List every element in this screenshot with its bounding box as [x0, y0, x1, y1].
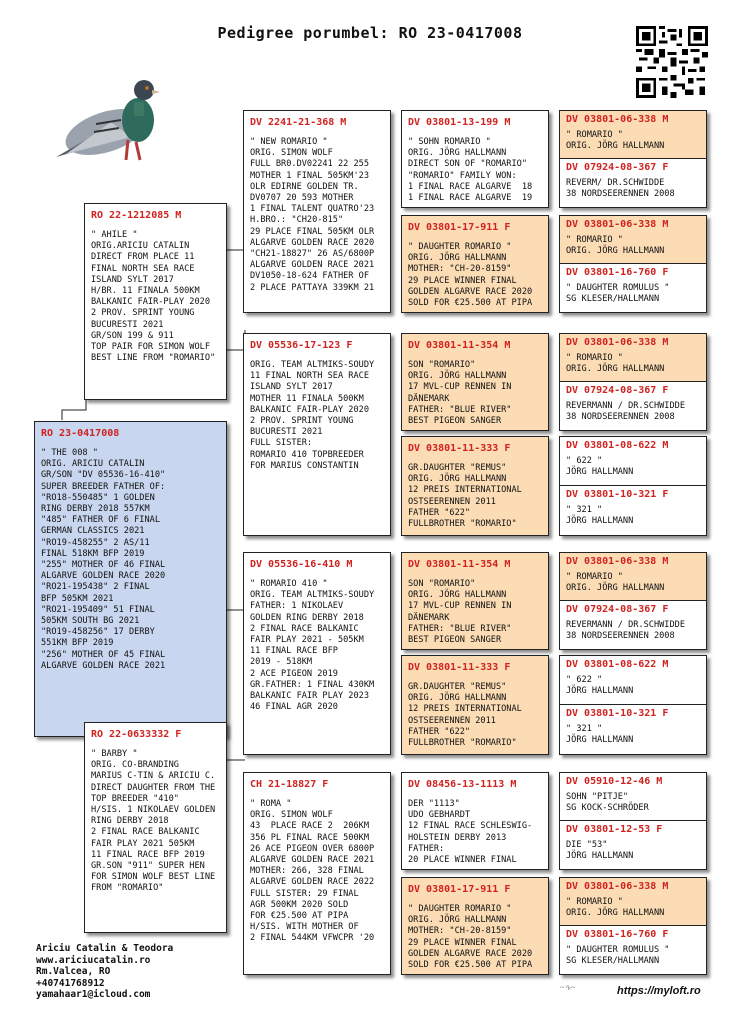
ancestor-cell: [560, 264, 706, 312]
ancestor-details: " ROMARIO " ORIG. JÖRG HALLMANN: [566, 235, 665, 257]
great-grandparent-ring-number: DV 03801-11-333 F: [408, 443, 511, 454]
ancestor-ring-number: DV 03801-12-53 F: [566, 824, 663, 835]
ancestor-ring-number: DV 03801-06-338 M: [566, 337, 669, 348]
ancestor-ring-number: DV 03801-10-321 F: [566, 489, 669, 500]
ancestor-details: " ROMARIO " ORIG. JÖRG HALLMANN: [566, 572, 665, 594]
great-grandparent-details: " SOHN ROMARIO " ORIG. JÖRG HALLMANN DIRECT SON OF "ROMARIO" "ROMARIO" FAMILY WON: 1 FINAL RACE ALGARVE 18 1 FINAL RACE ALGARVE 19: [408, 137, 533, 204]
ancestor-ring-number: DV 03801-16-760 F: [566, 267, 669, 278]
ancestor-ring-number: DV 03801-06-338 M: [566, 881, 669, 892]
ancestor-cell: [560, 656, 706, 705]
great-grandparent-box: [401, 436, 549, 536]
great-grandparent-details: " DAUGHTER ROMARIO " ORIG. JÖRG HALLMANN MOTHER: "CH-20-8159" 29 PLACE WINNER FINAL GOLDEN ALGARVE RACE 2020 SOLD FOR €25.500 AT PIPA: [408, 904, 533, 971]
great-grandparent-box: [401, 110, 549, 208]
great-grandparent-ring-number: DV 03801-17-911 F: [408, 884, 511, 895]
ancestor-details: " DAUGHTER ROMULUS " SG KLESER/HALLMANN: [566, 283, 670, 305]
breeder-phone: +40741768912: [36, 977, 105, 989]
great-grandparent-details: GR.DAUGHTER "REMUS" ORIG. JÖRG HALLMANN 12 PREIS INTERNATIONAL OSTSEERENNEN 2011 FATHER "622" FULLBROTHER "ROMARIO": [408, 463, 522, 530]
ancestor-ring-number: DV 03801-10-321 F: [566, 708, 669, 719]
ancestor-cell: [560, 773, 706, 821]
ancestor-pair-box: [559, 655, 707, 755]
ancestor-cell: [560, 159, 706, 207]
ancestor-cell: [560, 486, 706, 535]
ancestor-ring-number: DV 03801-08-622 M: [566, 440, 669, 451]
ancestor-cell: [560, 382, 706, 430]
great-grandparent-box: [401, 333, 549, 431]
grandparent-details: " ROMARIO 410 " ORIG. TEAM ALTMIKS-SOUDY FATHER: 1 NIKOLAEV GOLDEN RING DERBY 2018 2 FINAL RACE BALKANIC FAIR PLAY 2021 - 505KM 11 FINAL RACE BFP 2019 - 518KM 2 ACE PIGEON 2019 GR.FATHER: 1 FINAL 430KM BALKANIC FAIR PLAY 2023 46 FINAL AGR 2020: [250, 579, 375, 713]
ancestor-pair-box: [559, 333, 707, 431]
subject-details: " THE 008 " ORIG. ARICIU CATALIN GR/SON "DV 05536-16-410" SUPER BREEDER FATHER OF: "RO18-550485" 1 GOLDEN RING DERBY 2018 557KM "485" FATHER OF 6 FINAL GERMAN CLASSICS 2021 "RO19-458255" 2 AS/11 FINAL 518KM BFP 2019 "255" MOTHER OF 46 FINAL ALGARVE GOLDEN RACE 2020 "RO21-195438" 2 FINAL BFP 505KM 2021 "RO21-195409" 51 FINAL 505KM SOUTH BG 2021 "RO19-458256" 17 DERBY 551KM BFP 2019 "256" MOTHER OF 45 FINAL ALGARVE GOLDEN RACE 2021: [41, 448, 166, 671]
grandparent-details: ORIG. TEAM ALTMIKS-SOUDY 11 FINAL NORTH SEA RACE ISLAND SYLT 2017 MOTHER 11 FINALA 500KM BALKANIC FAIR-PLAY 2020 2 PROV. SPRINT YOUNG BUCURESTI 2021 FULL SISTER: ROMARIO 410 TOPBREEDER FOR MARIUS CONSTANTIN: [250, 360, 375, 471]
ancestor-ring-number: DV 03801-06-338 M: [566, 114, 669, 125]
ancestor-pair-box: [559, 772, 707, 870]
grandparent-box: [243, 333, 391, 536]
great-grandparent-details: GR.DAUGHTER "REMUS" ORIG. JÖRG HALLMANN 12 PREIS INTERNATIONAL OSTSEERENNEN 2011 FATHER "622" FULLBROTHER "ROMARIO": [408, 682, 522, 749]
ancestor-details: " ROMARIO " ORIG. JÖRG HALLMANN: [566, 353, 665, 375]
ancestor-pair-box: [559, 436, 707, 536]
signature-mark: ~∿~: [560, 983, 576, 992]
ancestor-details: " ROMARIO " ORIG. JÖRG HALLMANN: [566, 130, 665, 152]
grandparent-box: [243, 110, 391, 313]
father-box: [84, 203, 227, 400]
subject-ring-number: RO 23-0417008: [41, 428, 120, 439]
father-details: " AHILE " ORIG.ARICIU CATALIN DIRECT FROM PLACE 11 FINAL NORTH SEA RACE ISLAND SYLT 2017 H/BR. 11 FINALA 500KM BALKANIC FAIR-PLAY 2020 2 PROV. SPRINT YOUNG BUCURESTI 2021 GR/SON 199 & 911 TOP PAIR FOR SIMON WOLF BEST LINE FROM "ROMARIO": [91, 230, 216, 364]
great-grandparent-box: [401, 552, 549, 650]
page-title: Pedigree porumbel: RO 23-0417008: [217, 24, 523, 42]
ancestor-cell: [560, 216, 706, 264]
grandparent-ring-number: CH 21-18827 F: [250, 779, 329, 790]
ancestor-ring-number: DV 03801-06-338 M: [566, 219, 669, 230]
great-grandparent-box: [401, 877, 549, 975]
ancestor-cell: [560, 705, 706, 754]
ancestor-cell: [560, 601, 706, 649]
ancestor-pair-box: [559, 877, 707, 975]
ancestor-ring-number: DV 07924-08-367 F: [566, 162, 669, 173]
ancestor-ring-number: DV 05910-12-46 M: [566, 776, 663, 787]
great-grandparent-ring-number: DV 03801-11-354 M: [408, 340, 511, 351]
myloft-link[interactable]: https://myloft.ro: [617, 985, 701, 997]
great-grandparent-ring-number: DV 08456-13-1113 M: [408, 779, 517, 790]
subject-pigeon-box: [34, 421, 227, 737]
great-grandparent-ring-number: DV 03801-13-199 M: [408, 117, 511, 128]
father-ring-number: RO 22-1212085 M: [91, 210, 182, 221]
ancestor-details: " ROMARIO " ORIG. JÖRG HALLMANN: [566, 897, 665, 919]
ancestor-details: REVERMANN / DR.SCHWIDDE 38 NORDSEERENNEN 2008: [566, 401, 685, 423]
great-grandparent-box: [401, 215, 549, 313]
ancestor-details: " 321 " JÖRG HALLMANN: [566, 505, 634, 527]
ancestor-pair-box: [559, 552, 707, 650]
ancestor-details: REVERMANN / DR.SCHWIDDE 38 NORDSEERENNEN 2008: [566, 620, 685, 642]
grandparent-ring-number: DV 05536-16-410 M: [250, 559, 353, 570]
great-grandparent-details: " DAUGHTER ROMARIO " ORIG. JÖRG HALLMANN MOTHER: "CH-20-8159" 29 PLACE WINNER FINAL GOLDEN ALGARVE RACE 2020 SOLD FOR €25.500 AT PIPA: [408, 242, 533, 309]
ancestor-pair-box: [559, 215, 707, 313]
ancestor-ring-number: DV 03801-06-338 M: [566, 556, 669, 567]
breeder-name: Ariciu Catalin & Teodora: [36, 943, 174, 954]
mother-details: " BARBY " ORIG. CO-BRANDING MARIUS C-TIN & ARICIU C. DIRECT DAUGHTER FROM THE TOP BREEDER "410" H/SIS. 1 NIKOLAEV GOLDEN RING DERBY 2018 2 FINAL RACE BALKANIC FAIR PLAY 2021 505KM 11 FINAL RACE BFP 2019 GR.SON "911" SUPER HEN FOR SIMON WOLF BEST LINE FROM "ROMARIO": [91, 749, 216, 894]
grandparent-box: [243, 552, 391, 755]
mother-box: [84, 722, 227, 933]
ancestor-ring-number: DV 03801-08-622 M: [566, 659, 669, 670]
ancestor-cell: [560, 553, 706, 601]
ancestor-details: REVERM/ DR.SCHWIDDE 38 NORDSEERENNEN 2008: [566, 178, 675, 200]
great-grandparent-details: DER "1113" UDO GEBHARDT 12 FINAL RACE SCHLESWIG- HOLSTEIN DERBY 2013 FATHER: 20 PLACE WINNER FINAL: [408, 799, 533, 866]
ancestor-details: " DAUGHTER ROMULUS " SG KLESER/HALLMANN: [566, 945, 670, 967]
ancestor-cell: [560, 926, 706, 974]
ancestor-details: SOHN "PITJE" SG KOCK-SCHRÖDER: [566, 792, 649, 814]
ancestor-ring-number: DV 07924-08-367 F: [566, 604, 669, 615]
grandparent-ring-number: DV 2241-21-368 M: [250, 117, 347, 128]
grandparent-box: [243, 772, 391, 975]
grandparent-details: " ROMA " ORIG. SIMON WOLF 43 PLACE RACE 2 206KM 356 PL FINAL RACE 500KM 26 ACE PIGEON OVER 6800P ALGARVE GOLDEN RACE 2021 MOTHER: 266, 328 FINAL ALGARVE GOLDEN RACE 2022 FULL SISTER: 29 FINAL AGR 500KM 2020 SOLD FOR €25.500 AT PIPA H/SIS. WITH MOTHER OF 2 FINAL 544KM VFWCPR '20: [250, 799, 375, 944]
great-grandparent-ring-number: DV 03801-11-333 F: [408, 662, 511, 673]
ancestor-cell: [560, 334, 706, 382]
great-grandparent-box: [401, 655, 549, 755]
ancestor-details: DIE "53" JÖRG HALLMANN: [566, 840, 634, 862]
great-grandparent-ring-number: DV 03801-17-911 F: [408, 222, 511, 233]
ancestor-details: " 622 " JÖRG HALLMANN: [566, 675, 634, 697]
ancestor-ring-number: DV 07924-08-367 F: [566, 385, 669, 396]
breeder-website[interactable]: www.ariciucatalin.ro: [36, 954, 151, 966]
great-grandparent-details: SON "ROMARIO" ORIG. JÖRG HALLMANN 17 MVL-CUP RENNEN IN DÄNEMARK FATHER: "BLUE RIVER" BEST PIGEON SANGER: [408, 579, 512, 646]
ancestor-cell: [560, 878, 706, 926]
breeder-email[interactable]: yamahaar1@icloud.com: [36, 989, 151, 1000]
ancestor-cell: [560, 111, 706, 159]
great-grandparent-details: SON "ROMARIO" ORIG. JÖRG HALLMANN 17 MVL-CUP RENNEN IN DÄNEMARK FATHER: "BLUE RIVER" BEST PIGEON SANGER: [408, 360, 512, 427]
breeder-city: Rm.Valcea, RO: [36, 966, 111, 977]
great-grandparent-box: [401, 772, 549, 870]
great-grandparent-ring-number: DV 03801-11-354 M: [408, 559, 511, 570]
ancestor-ring-number: DV 03801-16-760 F: [566, 929, 669, 940]
ancestor-cell: [560, 821, 706, 869]
ancestor-details: " 321 " JÖRG HALLMANN: [566, 724, 634, 746]
grandparent-details: " NEW ROMARIO " ORIG. SIMON WOLF FULL BR0.DV02241 22 255 MOTHER 1 FINAL 505KM'23 OLR EDIRNE GOLDEN TR. DV0707 20 593 MOTHER 1 FINAL TALENT QUATRO'23 H.BRO.: "CH20-815" 29 PLACE FINAL 505KM OLR ALGARVE GOLDEN RACE 2020 "CH21-18827" 26 AS/6800P ALGARVE GOLDEN RACE 2021 DV1050-18-624 FATHER OF 2 PLACE PATTAYA 339KM 21: [250, 137, 375, 293]
ancestor-cell: [560, 437, 706, 486]
ancestor-details: " 622 " JÖRG HALLMANN: [566, 456, 634, 478]
breeder-contact: [36, 943, 173, 1001]
ancestor-pair-box: [559, 110, 707, 208]
grandparent-ring-number: DV 05536-17-123 F: [250, 340, 353, 351]
mother-ring-number: RO 22-0633332 F: [91, 729, 182, 740]
